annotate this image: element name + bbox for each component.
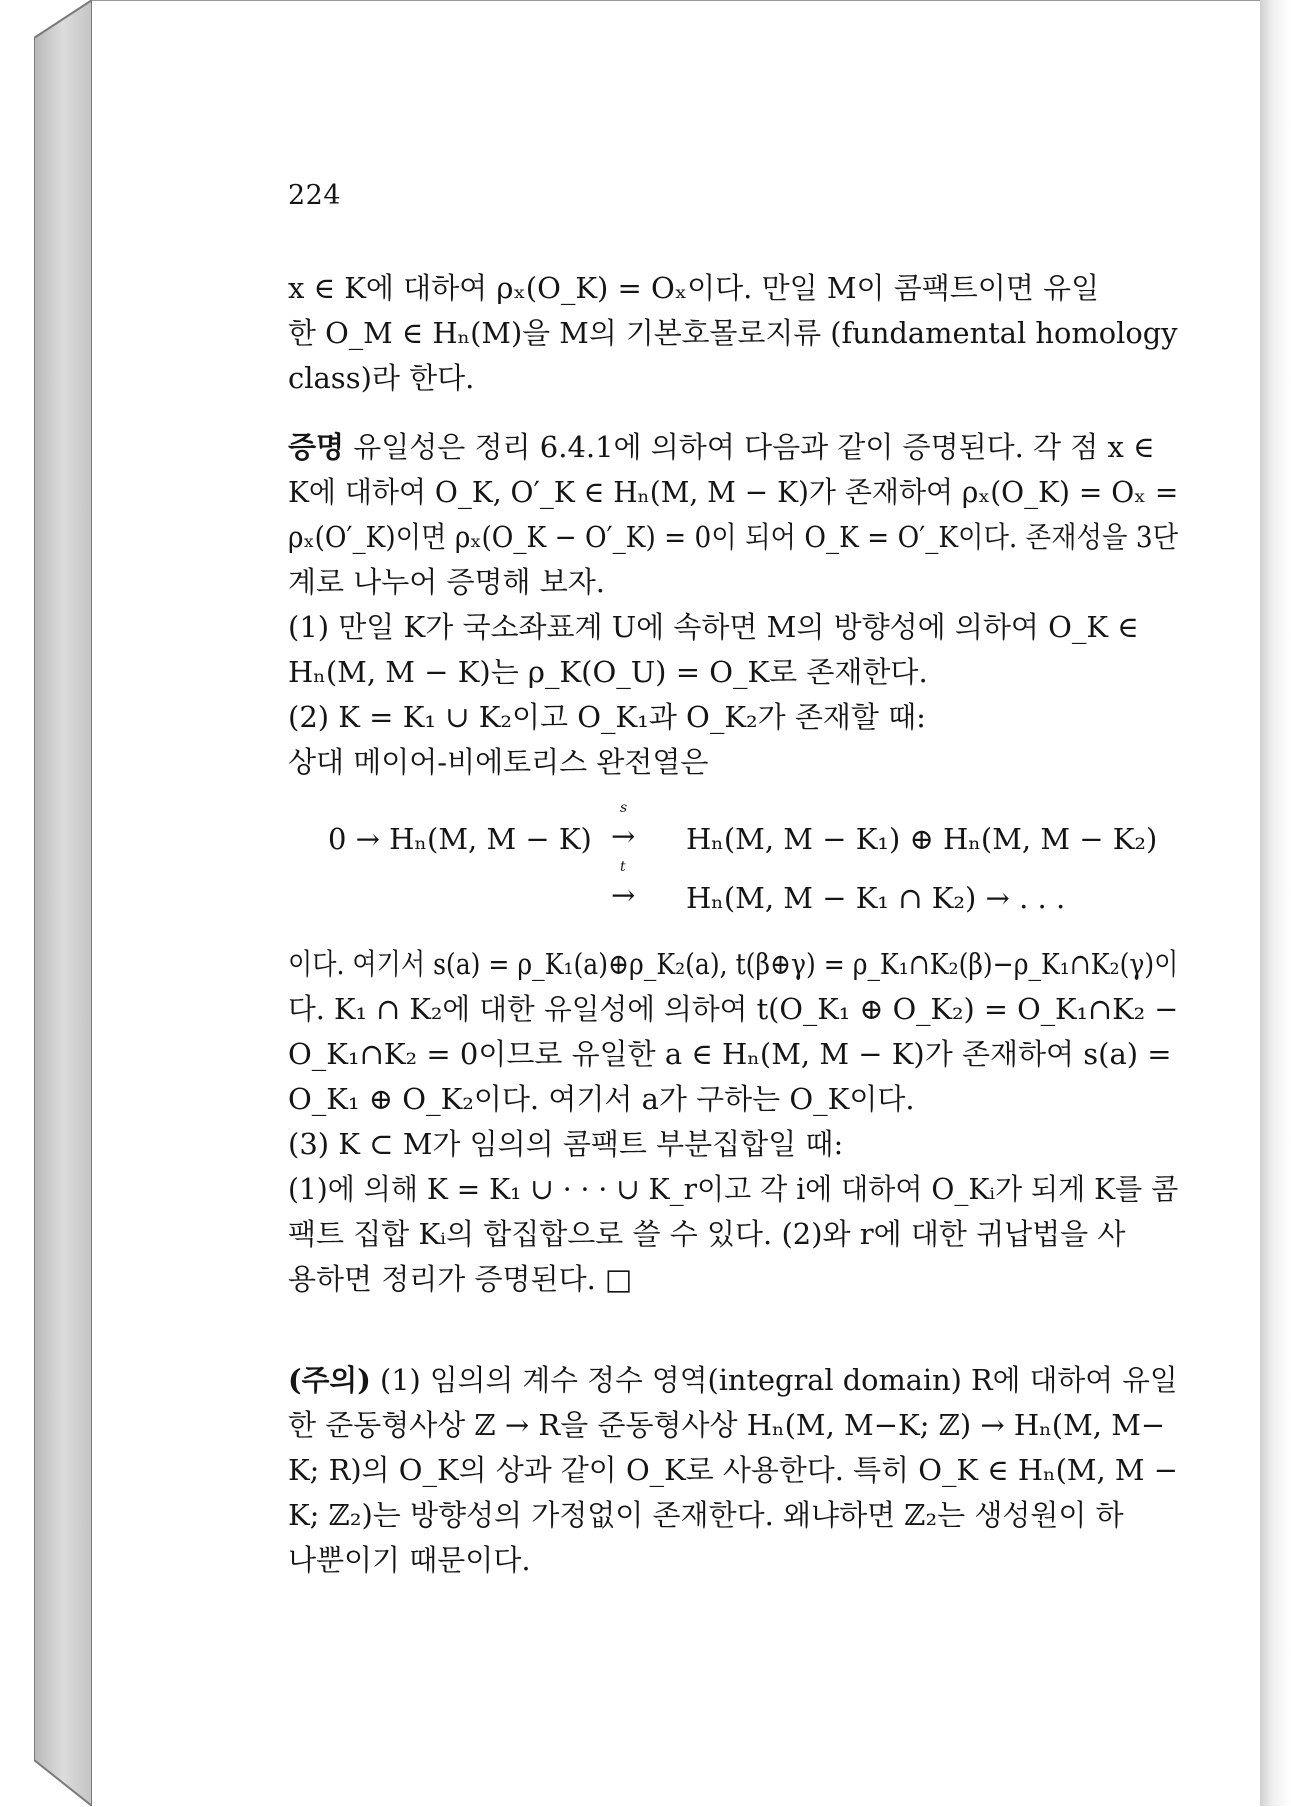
proof-line: K에 대하여 O_K, O′_K ∈ Hₙ(M, M − K)가 존재하여 ρₓ(O_K) = Oₓ = [288,475,1179,509]
proof-line: ρₓ(O′_K)이면 ρₓ(O_K − O′_K) = 0이 되어 O_K = O′_K이다. 존재성을 3단 [288,520,1179,554]
proof-line: Hₙ(M, M − K)는 ρ_K(O_U) = O_K로 존재한다. [288,655,928,689]
arrow-label-t: t [620,859,626,875]
book-spine [34,0,92,1806]
proof-line: 팩트 집합 Kᵢ의 합집합으로 쓸 수 있다. (2)와 r에 대한 귀납법을 사 [288,1217,1126,1251]
proof-line: (1) 만일 K가 국소좌표계 U에 속하면 M의 방향성에 의하여 O_K ∈ [288,610,1139,644]
proof-line-1 [288,425,1178,469]
definition-line: class)라 한다. [288,361,475,395]
proof-line: (3) K ⊂ M가 임의의 콤팩트 부분집합일 때: [288,1127,844,1161]
definition-line: x ∈ K에 대하여 ρₓ(O_K) = Oₓ이다. 만일 M이 콤팩트이면 유일 [288,271,1100,305]
proof-line: 다. K₁ ∩ K₂에 대한 유일성에 의하여 t(O_K₁ ⊕ O_K₂) = O_K₁∩K₂ − [288,992,1179,1026]
remark-line: 나뿐이기 때문이다. [288,1543,531,1577]
proof-line: 상대 메이어-비에토리스 완전열은 [288,745,709,779]
proof-text: 유일성은 정리 6.4.1에 의하여 다음과 같이 증명된다. 각 점 x ∈ [353,430,1155,464]
arrow-t: → [611,878,636,912]
proof-line: (2) K = K₁ ∪ K₂이고 O_K₁과 O_K₂가 존재할 때: [288,700,926,734]
proof-line: O_K₁∩K₂ = 0이므로 유일한 a ∈ Hₙ(M, M − K)가 존재하여 s(a) = [288,1037,1172,1071]
arrow-label-s: s [620,800,628,816]
proof-line: 계로 나누어 증명해 보자. [288,565,606,599]
remark-line: 한 준동형사상 ℤ → R을 준동형사상 Hₙ(M, M−K; ℤ) → Hₙ(M, M− [288,1408,1166,1442]
definition-line: 한 O_M ∈ Hₙ(M)을 M의 기본호몰로지류 (fundamental homology [288,316,1178,350]
remark-text: (1) 임의의 계수 정수 영역(integral domain) R에 대하여 유일 [379,1363,1178,1397]
proof-line: (1)에 의해 K = K₁ ∪ · · · ∪ K_r이고 각 i에 대하여 O_Kᵢ가 되게 K를 콤 [288,1172,1179,1206]
remark-label: (주의) [288,1363,371,1397]
remark-line-1 [288,1358,1178,1402]
sequence-right-1: Hₙ(M, M − K₁) ⊕ Hₙ(M, M − K₂) [686,822,1158,856]
sequence-left: 0 → Hₙ(M, M − K) [328,822,592,856]
sequence-right-2: Hₙ(M, M − K₁ ∩ K₂) → . . . [686,881,1066,915]
remark-line: K; ℤ₂)는 방향성의 가정없이 존재한다. 왜냐하면 ℤ₂는 생성원이 하 [288,1498,1124,1532]
page-edge-shadow [1260,0,1291,1806]
proof-line: 용하면 정리가 증명된다. □ [288,1262,633,1296]
proof-line: O_K₁ ⊕ O_K₂이다. 여기서 a가 구하는 O_K이다. [288,1082,915,1116]
remark-line: K; R)의 O_K의 상과 같이 O_K로 사용한다. 특히 O_K ∈ Hₙ(M, M − [288,1453,1178,1487]
arrow-s: → [611,819,636,853]
page-number: 224 [288,180,342,211]
proof-line: 이다. 여기서 s(a) = ρ_K₁(a)⊕ρ_K₂(a), t(β⊕γ) = ρ_K₁∩K₂(β)−ρ_K₁∩K₂(γ)이 [288,947,1179,981]
proof-label: 증명 [288,430,345,464]
